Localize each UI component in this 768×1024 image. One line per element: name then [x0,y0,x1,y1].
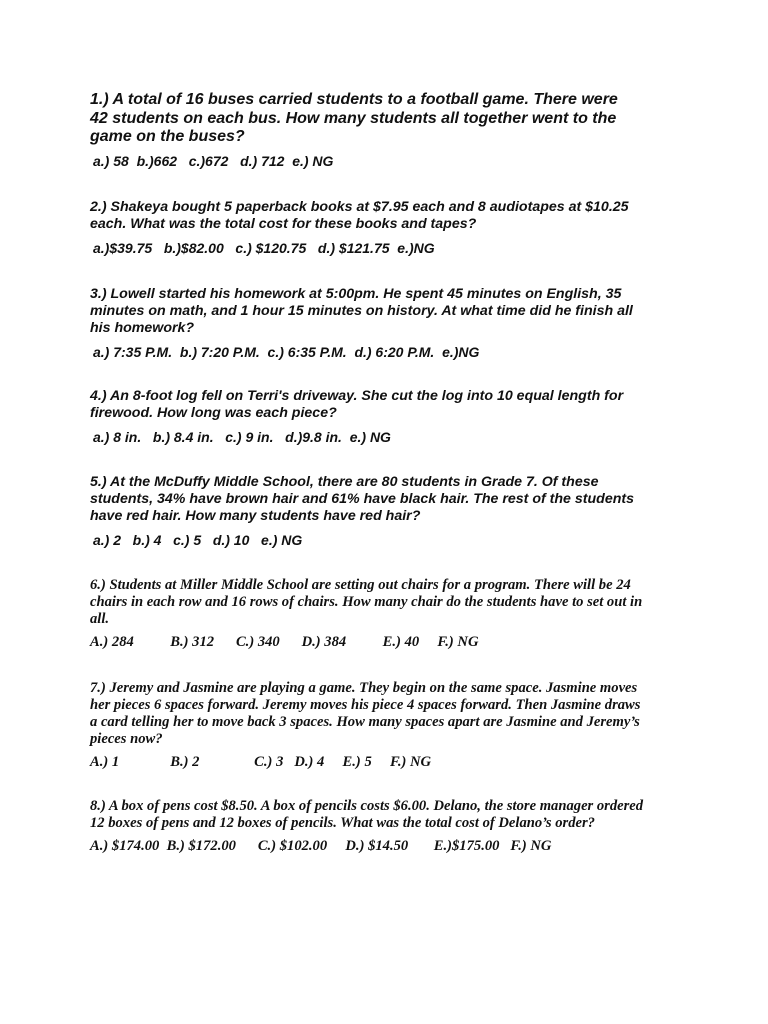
question-8-stem: 8.) A box of pens cost $8.50. A box of pencils costs $6.00. Delano, the store manager ordered 12 boxes of pens and 12 boxes of pencils. What was the total cost of Delano’s order? [90,798,644,831]
question-7-stem: 7.) Jeremy and Jasmine are playing a game. They begin on the same space. Jasmine moves her pieces 6 spaces forward. Jeremy moves his piece 4 spaces forward. Then Jasmine draws a card telling her to move back 3 spaces. How many spaces apart are Jasmine and Jeremy’s pieces now? [90,680,641,747]
question-1-stem: 1.) A total of 16 buses carried students to a football game. There were 42 students on each bus. How many students all together went to the game on the buses? [90,91,618,145]
question-4-answers: a.) 8 in. b.) 8.4 in. c.) 9 in. d.)9.8 in. e.) NG [93,429,391,445]
question-2-stem: 2.) Shakeya bought 5 paperback books at $7.95 each and 8 audiotapes at $10.25 each. What was the total cost for these books and tapes? [90,199,629,232]
question-4 [90,388,690,446]
question-5 [90,474,690,549]
question-3 [90,286,690,361]
question-7-answers: A.) 1 B.) 2 C.) 3 D.) 4 E.) 5 F.) NG [90,754,432,770]
question-5-stem: 5.) At the McDuffy Middle School, there are 80 students in Grade 7. Of these students, 34% have brown hair and 61% have black hair. The rest of the students have red hair. How many students have red hair? [90,474,635,524]
question-1-answers: a.) 58 b.)662 c.)672 d.) 712 e.) NG [93,152,334,169]
question-5-answers: a.) 2 b.) 4 c.) 5 d.) 10 e.) NG [93,532,303,548]
question-3-answers: a.) 7:35 P.M. b.) 7:20 P.M. c.) 6:35 P.M. d.) 6:20 P.M. e.)NG [93,344,480,360]
question-1 [90,91,690,170]
question-8 [90,798,690,855]
question-2-answers: a.)$39.75 b.)$82.00 c.) $120.75 d.) $121.75 e.)NG [93,240,435,256]
question-4-stem: 4.) An 8-foot log fell on Terri's driveway. She cut the log into 10 equal length for firewood. How long was each piece? [90,388,624,421]
question-8-answers: A.) $174.00 B.) $172.00 C.) $102.00 D.) $14.50 E.)$175.00 F.) NG [90,838,552,854]
question-2 [90,199,690,257]
question-7 [90,680,690,771]
question-6-answers: A.) 284 B.) 312 C.) 340 D.) 384 E.) 40 F.) NG [90,634,479,650]
question-6 [90,577,690,651]
question-6-stem: 6.) Students at Miller Middle School are setting out chairs for a program. There will be 24 chairs in each row and 16 rows of chairs. How many chair do the students have to set out in all. [90,577,643,627]
question-3-stem: 3.) Lowell started his homework at 5:00pm. He spent 45 minutes on English, 35 minutes on math, and 1 hour 15 minutes on history. At what time did he finish all his homework? [90,286,633,336]
